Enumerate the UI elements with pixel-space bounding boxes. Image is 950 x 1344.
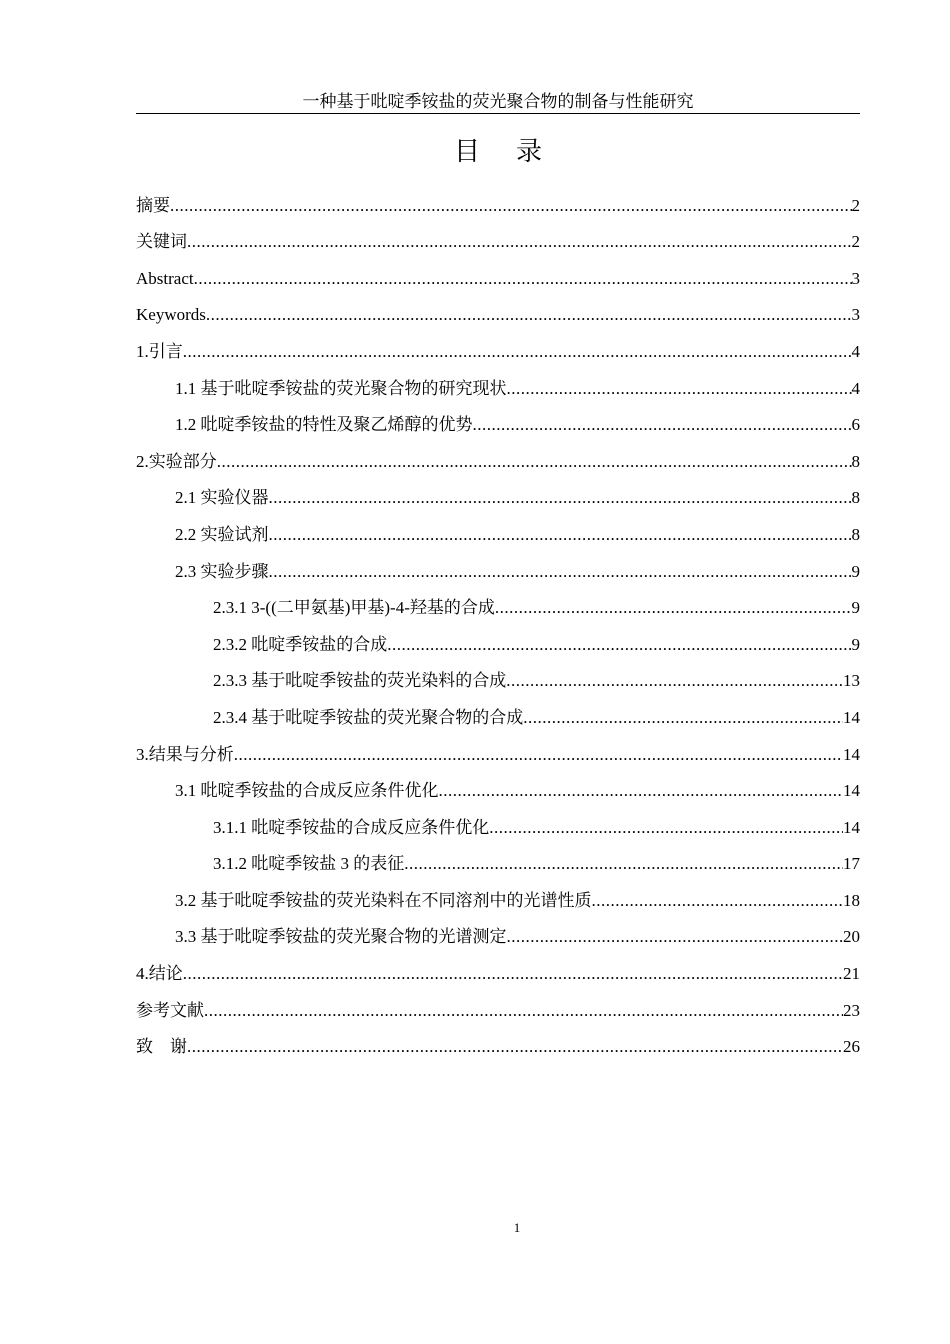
header-rule [136,113,860,114]
toc-entry-label: 参考文献 [136,1000,204,1020]
toc-entry-label: 2.3.3 基于吡啶季铵盐的荧光染料的合成 [213,671,507,691]
toc-leader-dots [269,480,852,516]
toc-entry-page: 2 [851,195,860,215]
toc-leader-dots [234,737,843,773]
toc-entry-page: 9 [851,561,860,581]
toc-entry[interactable] [136,699,860,736]
toc-entry-page: 8 [851,524,860,544]
toc-entry[interactable] [136,480,860,517]
toc-entry-page: 9 [851,598,860,618]
toc-entry[interactable] [136,333,860,370]
toc-leader-dots [204,993,843,1029]
toc-entry-label: 2.3.2 吡啶季铵盐的合成 [213,634,388,654]
toc-entry[interactable] [136,955,860,992]
toc-entry[interactable] [136,626,860,663]
toc-entry-label: 1.2 吡啶季铵盐的特性及聚乙烯醇的优势 [175,415,473,435]
toc-entry[interactable] [136,919,860,956]
toc-entry-label: 3.1 吡啶季铵盐的合成反应条件优化 [175,781,439,801]
toc-entry-label: 2.1 实验仪器 [175,488,269,508]
toc-entry-label: 2.实验部分 [136,451,217,471]
toc-entry-label: 3.1.2 吡啶季铵盐 3 的表征 [213,854,405,874]
toc-entry-page: 20 [843,927,860,947]
toc-entry-label: 3.3 基于吡啶季铵盐的荧光聚合物的光谱测定 [175,927,507,947]
toc-entry-label: 致 谢 [136,1037,187,1057]
toc-entry[interactable] [136,407,860,444]
toc-entry[interactable] [136,736,860,773]
toc-leader-dots [206,297,852,333]
toc-entry[interactable] [136,516,860,553]
toc-entry-label: 摘要 [136,195,170,215]
toc-entry-label: 3.1.1 吡啶季铵盐的合成反应条件优化 [213,817,490,837]
toc-entry-page: 8 [851,451,860,471]
toc-entry-page: 3 [851,268,860,288]
toc-entry-label: 4.结论 [136,964,183,984]
toc-entry-label: 2.2 实验试剂 [175,524,269,544]
toc-entry[interactable] [136,224,860,261]
toc-entry[interactable] [136,187,860,224]
toc-entry-page: 4 [851,341,860,361]
toc-entry[interactable] [136,260,860,297]
toc-entry-page: 23 [843,1000,860,1020]
toc-entry-page: 17 [843,854,860,874]
toc-entry-page: 8 [851,488,860,508]
toc-entry[interactable] [136,553,860,590]
toc-entry[interactable] [136,590,860,627]
toc-entry[interactable] [136,370,860,407]
table-of-contents [136,187,860,1065]
toc-entry-label: 3.结果与分析 [136,744,234,764]
toc-leader-dots [187,1029,843,1065]
toc-entry-page: 14 [843,744,860,764]
toc-entry-page: 6 [851,415,860,435]
toc-leader-dots [269,517,852,553]
toc-heading: 目录 [453,137,578,166]
toc-leader-dots [507,371,852,407]
toc-leader-dots [404,846,843,882]
toc-entry[interactable] [136,443,860,480]
toc-leader-dots [506,663,843,699]
toc-leader-dots [217,444,852,480]
toc-entry-page: 26 [843,1037,860,1057]
toc-entry-label: Abstract [136,268,194,288]
toc-leader-dots [170,188,852,224]
toc-entry-page: 14 [843,817,860,837]
running-header: 一种基于吡啶季铵盐的荧光聚合物的制备与性能研究 [302,92,694,111]
toc-entry-page: 2 [851,232,860,252]
toc-entry-label: 1.引言 [136,341,183,361]
toc-entry-page: 3 [851,305,860,325]
toc-entry-page: 4 [851,378,860,398]
toc-entry-label: 关键词 [136,232,187,252]
page-number: 1 [513,1220,521,1235]
toc-entry[interactable] [136,663,860,700]
toc-leader-dots [495,590,852,626]
toc-entry-label: 2.3.4 基于吡啶季铵盐的荧光聚合物的合成 [213,707,524,727]
toc-leader-dots [507,919,844,955]
toc-entry[interactable] [136,773,860,810]
toc-leader-dots [187,224,852,260]
toc-entry-label: 2.3.1 3-((二甲氨基)甲基)-4-羟基的合成 [213,598,495,618]
toc-leader-dots [387,627,851,663]
toc-entry-page: 14 [843,707,860,727]
toc-entry-label: 3.2 基于吡啶季铵盐的荧光染料在不同溶剂中的光谱性质 [175,890,592,910]
toc-leader-dots [523,700,843,736]
toc-entry-label: 2.3 实验步骤 [175,561,269,581]
toc-entry-label: Keywords [136,305,206,325]
toc-entry-page: 18 [843,890,860,910]
toc-leader-dots [439,773,844,809]
toc-entry[interactable] [136,882,860,919]
toc-entry-page: 13 [843,671,860,691]
toc-leader-dots [183,956,843,992]
toc-entry[interactable] [136,297,860,334]
toc-entry-page: 14 [843,781,860,801]
toc-entry-label: 1.1 基于吡啶季铵盐的荧光聚合物的研究现状 [175,378,507,398]
toc-entry[interactable] [136,1029,860,1066]
toc-leader-dots [269,554,852,590]
toc-entry-page: 21 [843,964,860,984]
toc-entry[interactable] [136,846,860,883]
toc-leader-dots [592,883,844,919]
toc-entry[interactable] [136,992,860,1029]
toc-entry[interactable] [136,809,860,846]
toc-leader-dots [194,261,852,297]
toc-leader-dots [489,810,843,846]
toc-leader-dots [183,334,852,370]
toc-entry-page: 9 [851,634,860,654]
toc-leader-dots [473,407,852,443]
